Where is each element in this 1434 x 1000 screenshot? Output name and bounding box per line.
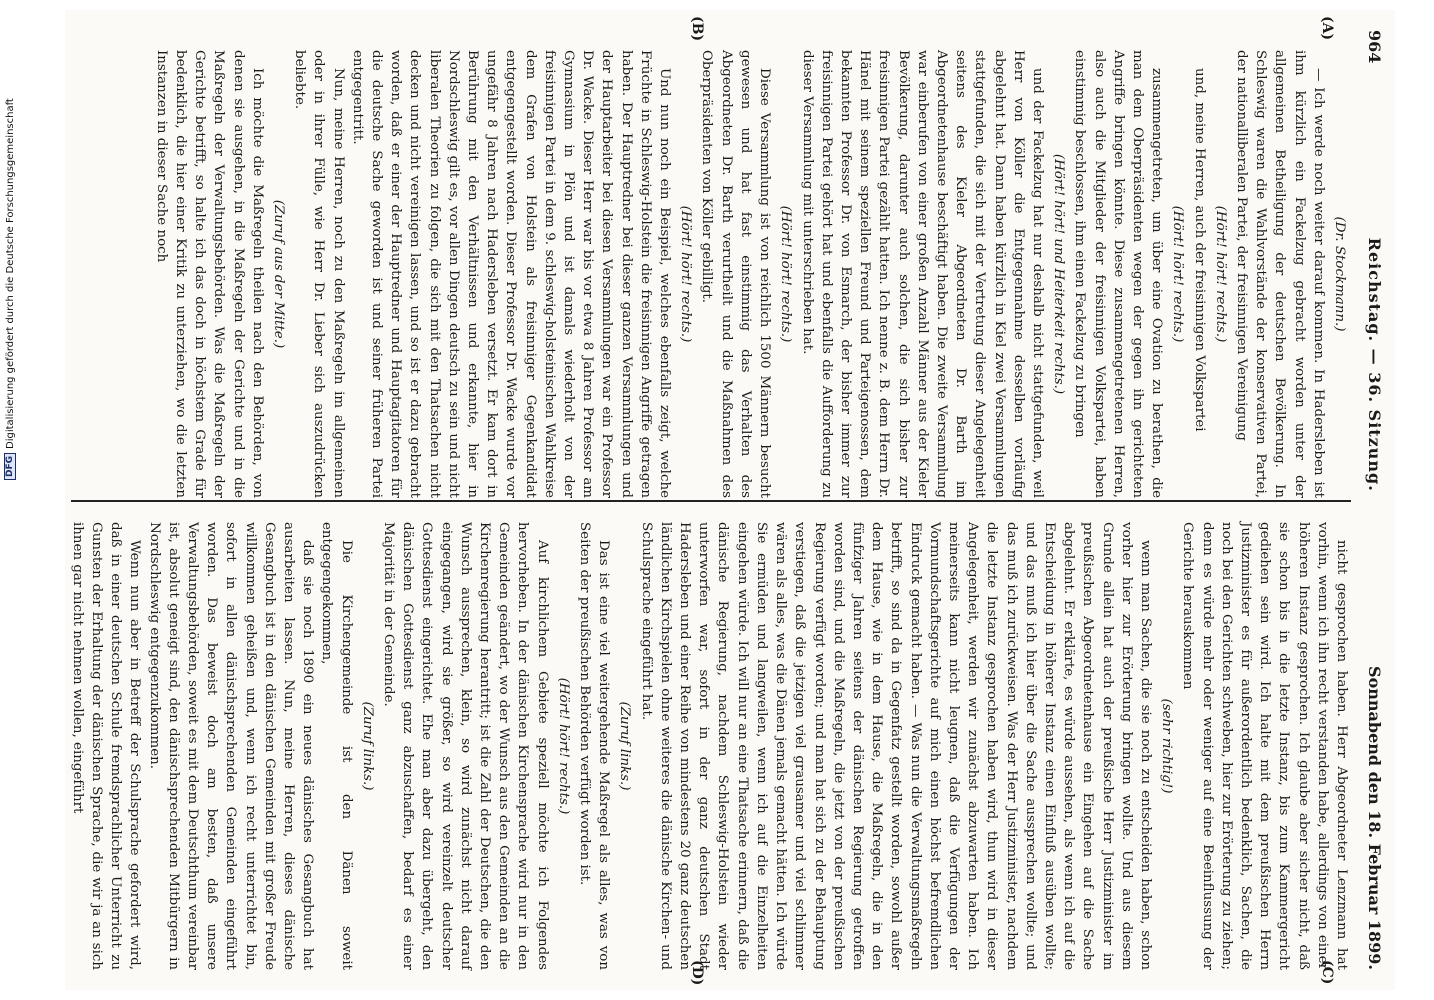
header-title: Reichstag. — 36. Sitzung. <box>1365 237 1385 492</box>
interjection: (Zuruf links.) <box>359 701 375 791</box>
interjection: (Hört! hört! rechts.) <box>678 205 694 343</box>
interjection: (Hört! hört! rechts.) <box>1212 205 1228 343</box>
margin-marker-d: (D) <box>689 960 705 986</box>
column-divider <box>71 500 1351 502</box>
paragraph: daß sie noch 1890 ein neues dänisches Gesangbuch hat ausarbeiten lassen. Nun, meine Herren, dieses dänische Gesangbuch ist in den dänischen Gemeinden mit großer Freude willkommen geheißen und, wenn ich recht unterrichtet bin, sofort in allen dänischsprechenden Gemeinden eingeführt worden. Das beweist doch am besten, daß unsere Verwaltungsbehörden, soweit es mit dem Deutschthum vereinbar ist, absolut geneigt sind, den dänischsprechenden Mitbürgern in Nordschleswig entgegenzukommen. <box>146 522 316 970</box>
digitization-credit <box>4 98 16 480</box>
credit-text: Digitalisierung gefördert durch die Deutsche Forschungsgemeinschaft <box>4 98 16 449</box>
paragraph: Nun, meine Herren, noch zu den Maßregeln im allgemeinen oder in ihrer Fülle, wie Herr Dr. Lieber sich auszudrücken beliebte. <box>292 50 346 498</box>
interjection: (Hört! hört! rechts.) <box>778 205 794 343</box>
margin-marker-a: (A) <box>1319 16 1335 41</box>
paragraph: und, meine Herren, auch der freisinnigen Volkspartei <box>1191 68 1207 432</box>
right-column <box>68 522 1351 970</box>
dfg-logo: DFG <box>4 453 16 480</box>
paragraph: Wenn nun aber in Betreff der Schulsprache gefordert wird, daß in einer deutschen Schule fremdsprachlicher Unterricht zu Gunsten der Erhaltung der dänischen Sprache, die wir ja an sich ihnen gar nicht nehmen wollen, eingeführt <box>69 522 143 970</box>
margin-marker-c: (C) <box>1319 960 1335 985</box>
interjection: (Hört! hört! rechts.) <box>555 677 571 815</box>
interjection: (Zuruf links.) <box>617 701 633 791</box>
interjection: (sehr richtig!) <box>1159 698 1175 794</box>
paragraph: Das ist eine viel weitergehende Maßregel als alles, was von Seiten der preußischen Behörden verfügt worden ist. <box>577 522 612 970</box>
paragraph: wenn man Sachen, die sie noch zu entscheiden haben, schon vorher hier zur Erörterung bringen wollte. Und aus diesem Grunde allein hat auch der preußische Herr Justizminister im preußischen Abgeordnetenhause ein Eingehen auf die Sache abgelehnt. Er erklärte, es würde aussehen, als wenn ich auf die Entscheidung in höherer Instanz einen Einfluß ausüben wollte; und das muß ich hier über die Sache aussprechen wollte; und das muß ich zurückweisen. Was der Herr Justizminister, nachdem die letzte Instanz gesprochen haben wird, thun wird in dieser Angelegenheit, werden wir zunächst abzuwarten haben. Ich meinerseits kann nicht leugnen, daß die Verfügungen der Vormundschaftsgerichte auf mich einen höchst befremdlichen Eindruck gemacht haben. — Was nun die Verwaltungsmaßregeln betrifft, so sind da in Gegenfatz gestellt worden, sowohl außer dem Hause, wie in dem Hause, die Maßregeln, die in den fünfziger Jahren seitens der dänischen Regierung getroffen worden sind, und die Maßregeln, die jetzt von der preußischen Regierung verfügt worden; und man hat sich zu der Behauptung verstiegen, daß die jetzigen viel grausamer und viel schlimmer wären als alles, was die Dänen jemals gemacht hätten. Ich würde Sie ermüden und langweilen, wenn ich auf die Einzelheiten eingehen würde. Ich will nur an eine Thatsache erinnern, daß die dänische Regierung, nachdem Schleswig-Holstein wieder unterworfen war, sofort in der ganz deutschen Stadt Hadersleben und einer Reihe von mindestens 20 ganz deutschen ländlichen Kirchspielen ohne weiteres die dänische Kirchen- und Schulsprache eingeführt hat. <box>638 522 1153 970</box>
paragraph: Auf kirchlichem Gebiete speziell möchte ich Folgendes hervorheben. In der dänischen Kirchensprache wird nur in den Gemeinden geändert, wo der Wunsch aus den Gemeinden an die Kirchenregierung herantritt; ist die Zahl der Deutschen, die den Wunsch aussprechen, klein, so wird zunächst nicht darauf eingegangen, wird sie größer, so wird vereinzelt deutscher Gottesdienst eingerichtet. Ehe man aber dazu übergeht, den dänischen Gottesdienst ganz abzuschaffen, bedarf es einer Majorität in der Gemeinde. <box>381 522 550 970</box>
interjection: (Zuruf aus der Mitte.) <box>271 199 287 349</box>
interjection: (Hört! hört! und Heiterkeit rechts.) <box>1051 153 1067 395</box>
paragraph: Und nun noch ein Beispiel, welches ebenfalls zeigt, welche Früchte in Schleswig-Holstein die freisinnigen Angriffe getragen haben. Der Hauptredner bei dieser ganzen Versammlungen und der Hauptarbeiter bei diesen Versammlungen war ein Professor Dr. Wacke. Dieser Herr war bis vor etwa 8 Jahren Professor am Gymnasium in Plön und ist damals wiederholt von der freisinnigen Partei in dem 9. schleswig-holsteinischen Wahlkreise dem Grafen von Holstein als freisinniger Gegenkandidat entgegengestellt worden. Dieser Professor Dr. Wacke wurde vor ungefähr 8 Jahren nach Hadersleben versetzt. Er kam dort in Berührung mit den Verhältnissen und erkannte, hier in Nordschleswig gilt es, vor allen Dingen deutsch zu sein und nicht liberalen Theorien zu folgen, die sich mit den Thatsachen nicht decken und nicht vereinigen lassen, und so ist er dazu gebracht worden, daß er einer der Hauptredner und Hauptagitatoren für die deutsche Sache geworden ist und seiner früheren Partei entgegentritt. <box>349 50 673 498</box>
header-date: Sonnabend den 18. Februar 1899. <box>1365 666 1385 970</box>
page-header <box>1355 10 1395 990</box>
paragraph: Die Kirchengemeinde ist den Dänen soweit entgegengekommen, <box>319 522 354 970</box>
paragraph: nicht gesprochen haben. Herr Abgeordneter Lenzmann hat vorhin, wenn ich ihn recht verstanden habe, allerdings von einer höheren Instanz gesprochen. Ich glaube aber sicher nicht, daß sie schon bis in die letzte Instanz, bis zum Kammergericht gediehen sein wird. Ich halte mit dem preußischen Herrn Justizminister es für außerordentlich bedenklich, Sachen, die noch bei den Gerichten schweben, hier zur Erörterung zu ziehen; denn es würde mehr oder weniger auf eine Beeinflussung der Gerichte herauskommen <box>1180 522 1349 970</box>
margin-marker-b: (B) <box>689 16 705 42</box>
paragraph: Diese Versammlung ist von reichlich 1500 Männern besucht gewesen und hat fast einstimmig das Verhalten des Abgeordneten Dr. Barth verurtheilt und die Maßnahmen des Oberpräsidenten von Köller gebilligt. <box>699 50 773 498</box>
page-number: 964 <box>1365 30 1385 64</box>
left-column <box>152 50 1351 498</box>
paragraph: Ich möchte die Maßregeln theilen nach den Behörden, von denen sie ausgehen, in die Maßregeln der Gerichte und in die Maßregeln der Verwaltungsbehörden. Was die Maßregeln der Gerichte betrifft, so halte ich das doch in höchstem Grade für bedenklich, die hier einer Kritik zu unterziehen, wo die letzten Instanzen in dieser Sache noch <box>153 50 265 498</box>
rotated-page <box>65 10 1395 990</box>
speaker-label: (Dr. Stockmann.) <box>1332 216 1347 332</box>
paragraph: zusammengetreten, um über eine Ovation zu berathen, die man dem Oberpräsidenten wegen der gegen ihn gerichteten Angriffe bringen könnte. Diese zusammengetretenen Herren, also auch die Mitglieder der freisinnigen Volkspartei, haben einstimmig beschlossen, ihm einen Fackelzug zu bringen <box>1072 50 1165 498</box>
paragraph: und der Fackelzug hat nur deshalb nicht stattgefunden, weil Herr von Köller die Entgegennahme desselben vorläufig abgelehnt hat. Dann haben kürzlich in Kiel zwei Versammlungen stattgefunden, die sich mit der Vertretung dieser Angelegenheit seitens des Kieler Abgeordneten Dr. Barth im Abgeordnetenhause beschäftigt haben. Die zweite Versammlung war einberufen von einer großen Anzahl Männer aus der Kieler Bevölkerung, darunter auch solchen, die sich bisher zur freisinnigen Partei gezählt hatten. Ich nenne z. B. dem Herrn Dr. Hänel mit seinem speziellen Freund und Parteigenossen, dem bekannten Professor Dr. von Esmarch, der bisher immer zur freisinnigen Partei gehört hat und ebenfalls die Aufforderung zu dieser Versammlung mit unterschrieben hat. <box>799 50 1045 498</box>
paragraph: — Ich werde noch weiter darauf kommen. In Hadersleben ist ihm kürzlich ein Fackelzug gebracht worden unter der allgemeinen Betheiligung der deutschen Bevölkerung. In Schleswig waren die Wahlvorstände der konservativen Partei, der nationalliberalen Partei, der freisinnigen Vereinigung <box>1233 50 1326 498</box>
interjection: (Hört! hört! rechts.) <box>1170 205 1186 343</box>
